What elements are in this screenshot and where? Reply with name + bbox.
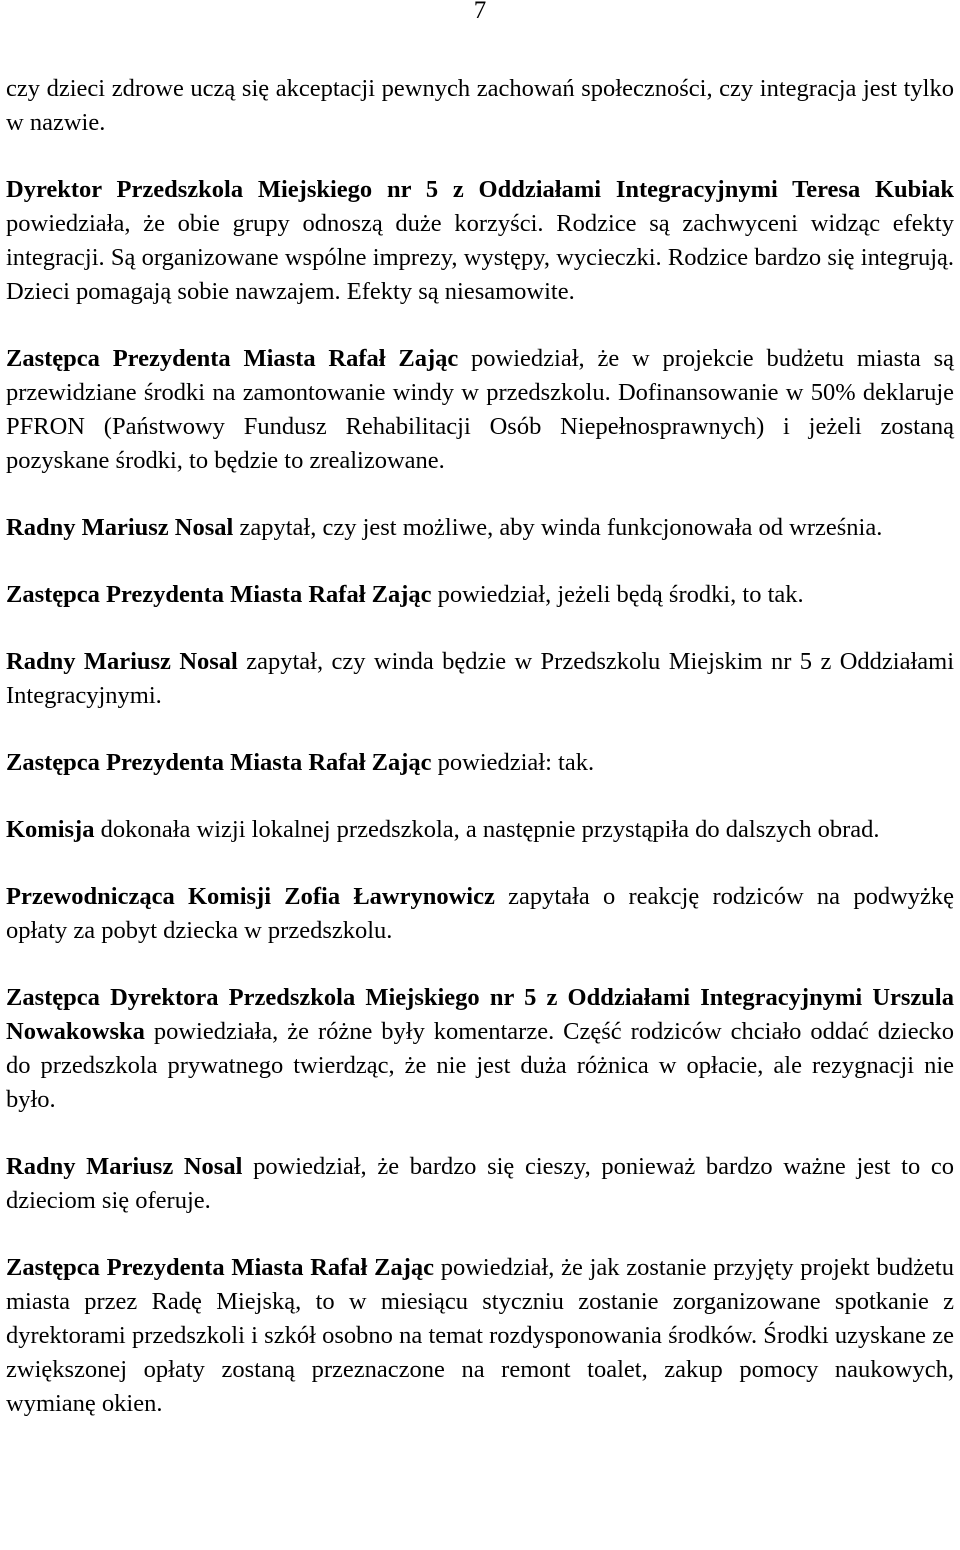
paragraph-text: powiedział, jeżeli będą środki, to tak. — [431, 581, 804, 608]
speaker-name: Zastępca Prezydenta Miasta Rafał Zając — [6, 581, 432, 608]
paragraph-text: powiedział, że bardzo się cieszy, ponieważ bardzo ważne jest to co dzieciom się oferuje. — [6, 1153, 954, 1214]
speaker-name: Przewodnicząca Komisji Zofia Ławrynowicz — [6, 883, 495, 910]
paragraph-6 — [6, 645, 954, 713]
speaker-name: Komisja — [6, 816, 95, 843]
paragraph-text: powiedziała, że różne były komentarze. Część rodziców chciało oddać dziecko do przedszkola prywatnego twierdząc, że nie jest duża różnica w opłacie, ale rezygnacji nie było. — [6, 1018, 954, 1113]
speaker-name: Radny Mariusz Nosal — [6, 648, 238, 675]
paragraph-5 — [6, 578, 954, 612]
paragraph-text: zapytał, czy winda będzie w Przedszkolu Miejskim nr 5 z Oddziałami Integracyjnymi. — [6, 648, 954, 709]
paragraph-text: powiedział, że jak zostanie przyjęty projekt budżetu miasta przez Radę Miejską, to w miesiącu styczniu zostanie zorganizowane spotkanie z dyrektorami przedszkoli i szkół osobno na temat rozdysponowania środków. Środki uzyskane ze zwiększonej opłaty zostaną przeznaczone na remont toalet, zakup pomocy naukowych, wymianę okien. — [6, 1254, 954, 1417]
document-body — [6, 72, 954, 1454]
paragraph-4 — [6, 511, 954, 545]
speaker-name: Radny Mariusz Nosal — [6, 1153, 243, 1180]
page-number: 7 — [473, 0, 487, 24]
paragraph-7 — [6, 746, 954, 780]
paragraph-11 — [6, 1150, 954, 1218]
paragraph-12 — [6, 1251, 954, 1421]
paragraph-text: powiedział, że w projekcie budżetu miasta są przewidziane środki na zamontowanie windy w przedszkolu. Dofinansowanie w 50% deklaruje PFRON (Państwowy Fundusz Rehabilitacji Osób Niepełnosprawnych) i jeżeli zostaną pozyskane środki, to będzie to zrealizowane. — [6, 345, 954, 474]
paragraph-text: zapytał, czy jest możliwe, aby winda funkcjonowała od września. — [233, 514, 883, 541]
paragraph-text: czy dzieci zdrowe uczą się akceptacji pewnych zachowań społeczności, czy integracja jest tylko w nazwie. — [6, 75, 954, 136]
speaker-name: Zastępca Prezydenta Miasta Rafał Zając — [6, 749, 432, 776]
paragraph-text: dokonała wizji lokalnej przedszkola, a następnie przystąpiła do dalszych obrad. — [94, 816, 880, 843]
speaker-name: Dyrektor Przedszkola Miejskiego nr 5 z Oddziałami Integracyjnymi Teresa Kubiak — [6, 176, 954, 203]
speaker-name: Zastępca Prezydenta Miasta Rafał Zając — [6, 1254, 434, 1281]
paragraph-3 — [6, 342, 954, 478]
paragraph-text: powiedziała, że obie grupy odnoszą duże korzyści. Rodzice są zachwyceni widząc efekty integracji. Są organizowane wspólne imprezy, występy, wycieczki. Rodzice bardzo się integrują. Dzieci pomagają sobie nawzajem. Efekty są niesamowite. — [6, 210, 954, 305]
paragraph-text: powiedział: tak. — [431, 749, 595, 776]
paragraph-text: zapytała o reakcję rodziców na podwyżkę opłaty za pobyt dziecka w przedszkolu. — [6, 883, 955, 944]
paragraph-1 — [6, 72, 954, 140]
paragraph-9 — [6, 880, 954, 948]
speaker-name: Zastępca Dyrektora Przedszkola Miejskiego nr 5 z Oddziałami Integracyjnymi Urszula Nowakowska — [6, 984, 954, 1045]
speaker-name: Zastępca Prezydenta Miasta Rafał Zając — [6, 345, 459, 372]
speaker-name: Radny Mariusz Nosal — [6, 514, 234, 541]
paragraph-2 — [6, 173, 954, 309]
paragraph-10 — [6, 981, 954, 1117]
paragraph-8 — [6, 813, 954, 847]
